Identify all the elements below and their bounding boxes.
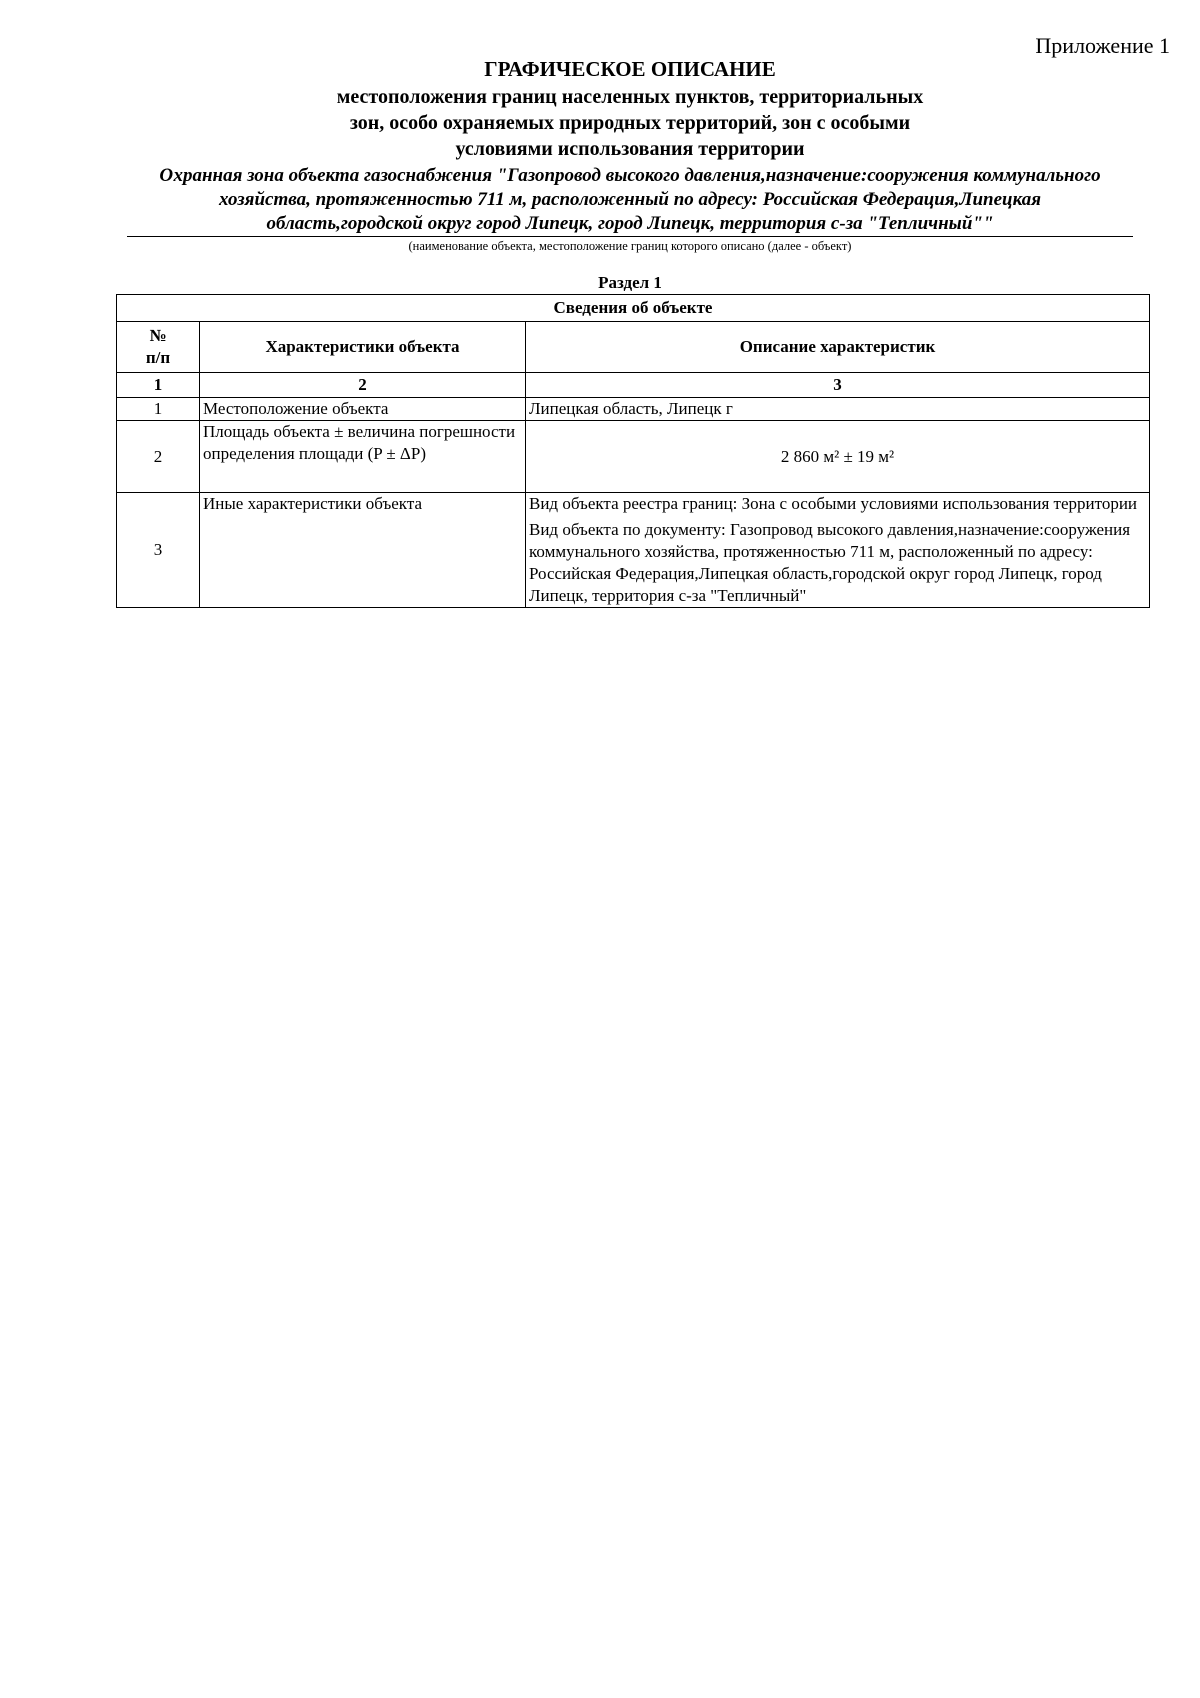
document-title: ГРАФИЧЕСКОЕ ОПИСАНИЕ — [484, 57, 776, 81]
row-characteristic: Площадь объекта ± величина погрешности определения площади (P ± ΔP) — [200, 421, 526, 493]
header-num — [117, 322, 200, 373]
description-text: Липецкая область, Липецк г — [529, 399, 733, 418]
table-row — [117, 493, 1150, 608]
row-num: 1 — [117, 398, 200, 421]
object-name-line: Охранная зона объекта газоснабжения "Газопровод высокого давления,назначение:сооружения коммунального — [159, 165, 1101, 186]
subtitle-line: условиями использования территории — [455, 138, 805, 160]
row-description — [526, 493, 1150, 608]
object-name-underline — [127, 236, 1133, 237]
table-header-row — [117, 322, 1150, 373]
table-row — [117, 398, 1150, 421]
row-num: 2 — [117, 421, 200, 493]
column-numbers-row — [117, 373, 1150, 398]
description-text: Вид объекта по документу: Газопровод высокого давления,назначение:сооружения коммунального хозяйства, протяженностью 711 м, расположенный по адресу: Российская Федерация,Липецкая область,городской округ город Липецк, город Липецк, территория с-за "Тепличный" — [529, 520, 1131, 605]
column-number: 3 — [526, 373, 1150, 398]
row-description — [526, 421, 1150, 493]
table-caption: Сведения об объекте — [117, 295, 1150, 322]
object-name-line: хозяйства, протяженностью 711 м, расположенный по адресу: Российская Федерация,Липецкая — [218, 189, 1042, 210]
object-name — [125, 164, 1135, 236]
row-num: 3 — [117, 493, 200, 608]
column-number: 2 — [200, 373, 526, 398]
section-title: Раздел 1 — [598, 273, 662, 292]
header-characteristic: Характеристики объекта — [200, 322, 526, 373]
header-num-line: № — [149, 326, 167, 345]
column-number: 1 — [117, 373, 200, 398]
appendix-label: Приложение 1 — [1035, 33, 1170, 58]
header-description: Описание характеристик — [526, 322, 1150, 373]
object-name-line: область,городской округ город Липецк, город Липецк, территория с-за "Тепличный"" — [266, 213, 994, 234]
table-caption-row — [117, 295, 1150, 322]
row-characteristic: Местоположение объекта — [200, 398, 526, 421]
subtitle-line: зон, особо охраняемых природных территорий, зон с особыми — [349, 112, 911, 134]
description-text: 2 860 м² ± 19 м² — [780, 446, 895, 466]
subtitle-line: местоположения границ населенных пунктов, территориальных — [336, 86, 924, 108]
row-description — [526, 398, 1150, 421]
row-characteristic: Иные характеристики объекта — [200, 493, 526, 608]
document-subtitle — [0, 84, 1200, 162]
description-text: Вид объекта реестра границ: Зона с особыми условиями использования территории — [529, 494, 1138, 513]
object-name-caption: (наименование объекта, местоположение границ которого описано (далее - объект) — [408, 239, 852, 253]
header-num-line: п/п — [145, 348, 171, 367]
object-info-table — [116, 294, 1150, 608]
table-row — [117, 421, 1150, 493]
